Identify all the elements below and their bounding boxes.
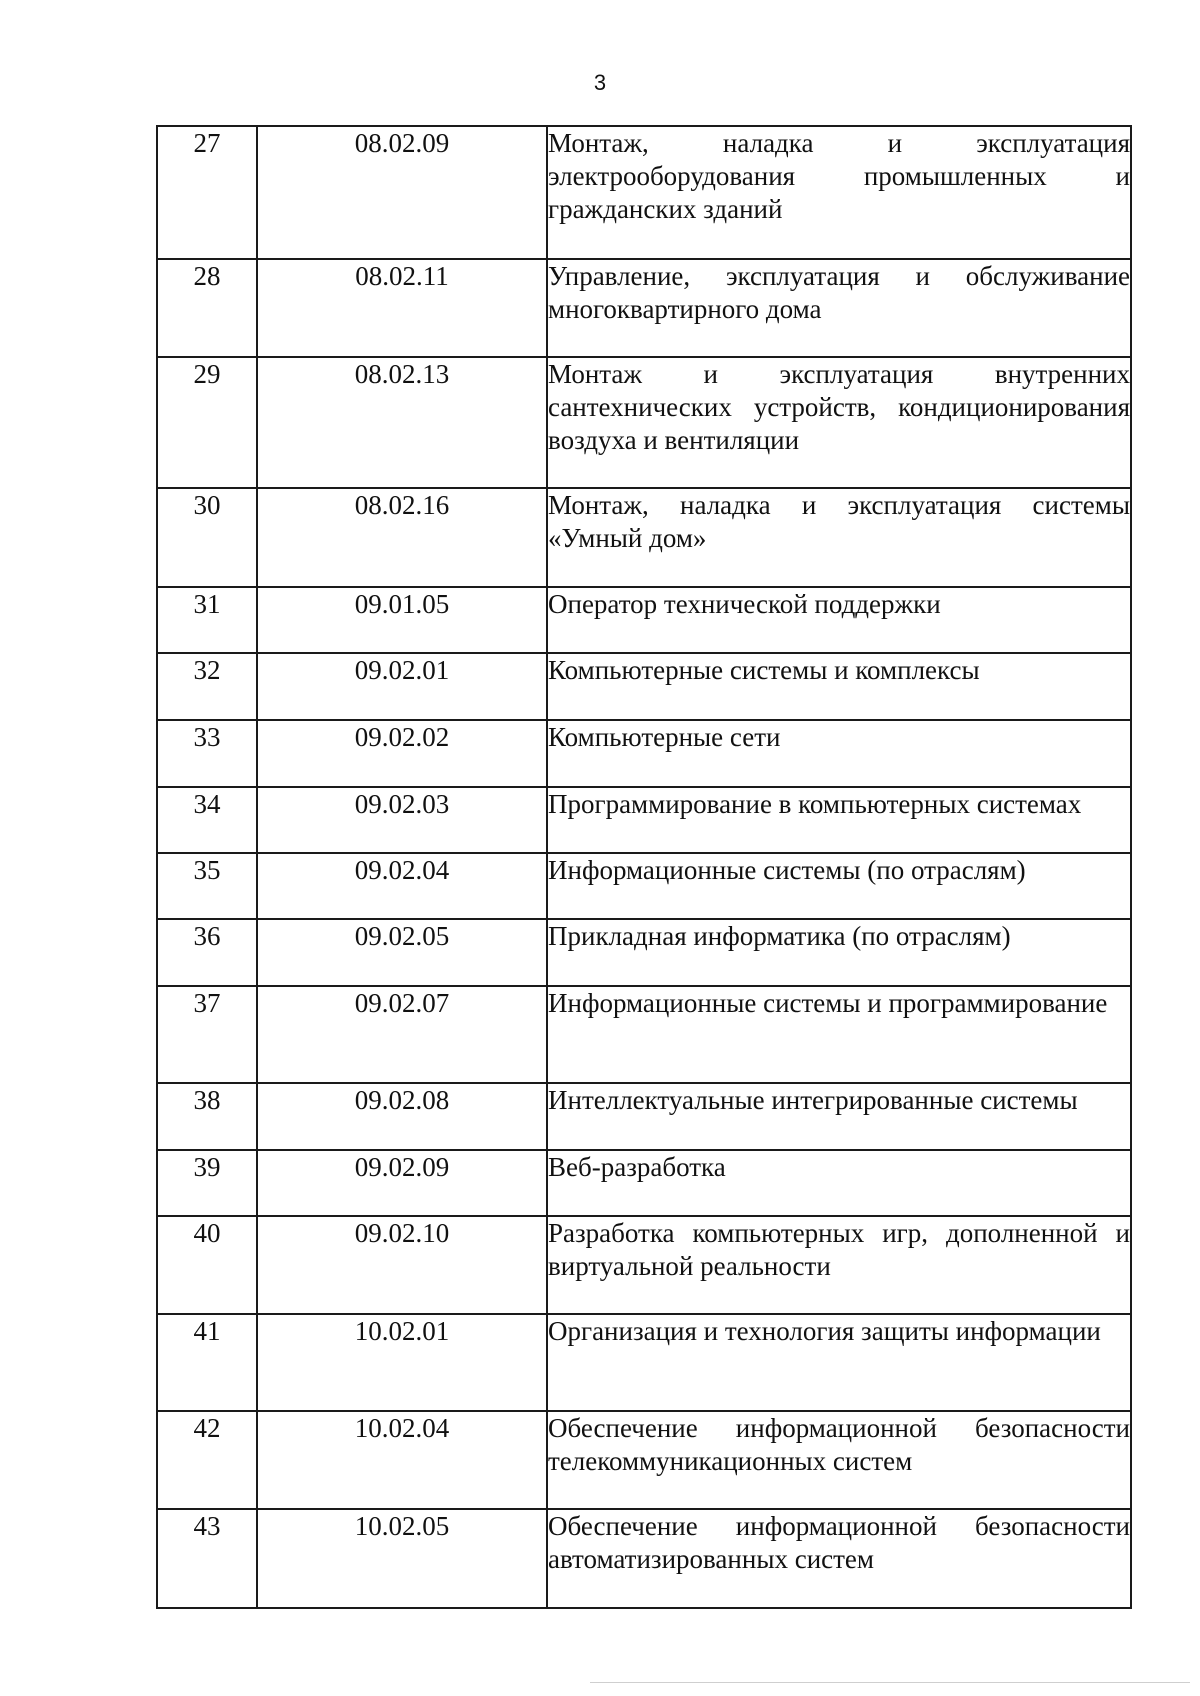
specialty-name: Информационные системы и программирование: [547, 986, 1131, 1083]
specialty-code: 09.01.05: [257, 587, 547, 653]
row-number: 31: [157, 587, 257, 653]
table-body: [157, 126, 1131, 1608]
specialty-code: 09.02.07: [257, 986, 547, 1083]
row-number: 38: [157, 1083, 257, 1150]
table-row: [157, 653, 1131, 720]
specialty-code: 10.02.01: [257, 1314, 547, 1411]
row-number: 36: [157, 919, 257, 986]
row-number: 37: [157, 986, 257, 1083]
table-row: [157, 126, 1131, 259]
row-number: 34: [157, 787, 257, 853]
table-row: [157, 1509, 1131, 1608]
specialty-name: Прикладная информатика (по отраслям): [547, 919, 1131, 986]
specialty-code: 09.02.04: [257, 853, 547, 919]
specialties-table: [156, 125, 1132, 1609]
specialty-name: Монтаж и эксплуатация внутренних сантехнических устройств, кондиционирования воздуха и вентиляции: [547, 357, 1131, 488]
table-row: [157, 919, 1131, 986]
table-row: [157, 1216, 1131, 1314]
table-row: [157, 587, 1131, 653]
page-edge-line: [590, 1682, 1190, 1683]
row-number: 40: [157, 1216, 257, 1314]
table-row: [157, 259, 1131, 357]
specialty-name: Обеспечение информационной безопасности автоматизированных систем: [547, 1509, 1131, 1608]
row-number: 29: [157, 357, 257, 488]
specialty-name: Оператор технической поддержки: [547, 587, 1131, 653]
specialty-code: 09.02.10: [257, 1216, 547, 1314]
specialty-code: 09.02.08: [257, 1083, 547, 1150]
specialty-name: Компьютерные системы и комплексы: [547, 653, 1131, 720]
table-row: [157, 1314, 1131, 1411]
specialty-code: 08.02.13: [257, 357, 547, 488]
specialty-code: 08.02.11: [257, 259, 547, 357]
specialty-name: Компьютерные сети: [547, 720, 1131, 787]
specialty-name: Разработка компьютерных игр, дополненной и виртуальной реальности: [547, 1216, 1131, 1314]
row-number: 30: [157, 488, 257, 587]
table-row: [157, 357, 1131, 488]
table-row: [157, 1411, 1131, 1509]
specialty-name: Монтаж, наладка и эксплуатация электрооборудования промышленных и гражданских зданий: [547, 126, 1131, 259]
table-row: [157, 720, 1131, 787]
specialty-name: Организация и технология защиты информации: [547, 1314, 1131, 1411]
table-row: [157, 787, 1131, 853]
specialty-name: Монтаж, наладка и эксплуатация системы «Умный дом»: [547, 488, 1131, 587]
table-row: [157, 1150, 1131, 1216]
row-number: 28: [157, 259, 257, 357]
table-row: [157, 488, 1131, 587]
specialty-code: 09.02.05: [257, 919, 547, 986]
specialty-code: 10.02.04: [257, 1411, 547, 1509]
row-number: 41: [157, 1314, 257, 1411]
page-number: 3: [593, 70, 607, 95]
table-row: [157, 1083, 1131, 1150]
row-number: 43: [157, 1509, 257, 1608]
specialty-name: Программирование в компьютерных системах: [547, 787, 1131, 853]
specialty-name: Информационные системы (по отраслям): [547, 853, 1131, 919]
specialty-name: Интеллектуальные интегрированные системы: [547, 1083, 1131, 1150]
specialty-name: Обеспечение информационной безопасности телекоммуникационных систем: [547, 1411, 1131, 1509]
specialty-name: Веб-разработка: [547, 1150, 1131, 1216]
specialty-code: 09.02.01: [257, 653, 547, 720]
row-number: 33: [157, 720, 257, 787]
row-number: 42: [157, 1411, 257, 1509]
specialty-code: 10.02.05: [257, 1509, 547, 1608]
specialty-code: 08.02.16: [257, 488, 547, 587]
specialty-name: Управление, эксплуатация и обслуживание многоквартирного дома: [547, 259, 1131, 357]
specialty-code: 09.02.02: [257, 720, 547, 787]
row-number: 32: [157, 653, 257, 720]
specialty-code: 08.02.09: [257, 126, 547, 259]
row-number: 35: [157, 853, 257, 919]
row-number: 39: [157, 1150, 257, 1216]
table-row: [157, 986, 1131, 1083]
row-number: 27: [157, 126, 257, 259]
table-row: [157, 853, 1131, 919]
specialty-code: 09.02.03: [257, 787, 547, 853]
specialty-code: 09.02.09: [257, 1150, 547, 1216]
